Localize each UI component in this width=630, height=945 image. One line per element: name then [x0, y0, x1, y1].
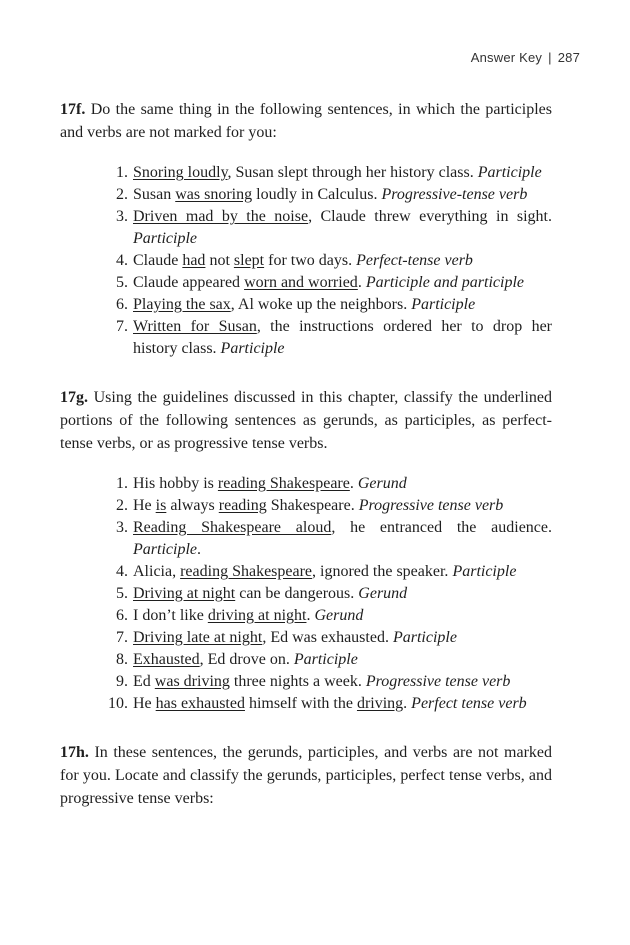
- list-item-number: 1.: [116, 164, 128, 181]
- sentence-text: Ed: [133, 673, 155, 690]
- header-section-title: Answer Key: [470, 50, 543, 65]
- underlined-phrase: Driven mad by the noise: [133, 208, 309, 225]
- sentence-text: can be dangerous.: [235, 585, 359, 602]
- answer-label: Gerund: [314, 607, 364, 624]
- list-item-number: 1.: [116, 475, 128, 492]
- sentence-text: , Ed drove on.: [199, 651, 294, 668]
- list-item-number: 9.: [116, 673, 128, 690]
- header-separator: |: [548, 50, 552, 65]
- list-item-number: 7.: [116, 629, 128, 646]
- sentence-text: His hobby is: [133, 475, 218, 492]
- sentence-text: , Ed was exhausted.: [262, 629, 393, 646]
- list-item: [60, 517, 552, 561]
- list-item-number: 5.: [116, 585, 128, 602]
- running-header: [471, 50, 580, 65]
- list-item-number: 6.: [116, 607, 128, 624]
- list-item: [60, 583, 552, 605]
- list-item-number: 3.: [116, 519, 128, 536]
- list-item: [60, 627, 552, 649]
- exercise-number: 17g.: [60, 389, 88, 406]
- exercise-instructions: Do the same thing in the following sentences, in which the participles and verbs are not marked for you:: [60, 101, 552, 141]
- list-item: [60, 495, 552, 517]
- sentence-text: He: [133, 497, 156, 514]
- exercise-17f-intro: [60, 98, 552, 144]
- sentence-text: I don’t like: [133, 607, 208, 624]
- exercise-number: 17h.: [60, 744, 89, 761]
- sentence-text: , Susan slept through her history class.: [227, 164, 478, 181]
- sentence-text: , the instructions ordered her to drop her history class.: [133, 318, 553, 357]
- sentence-text: Claude appeared: [133, 274, 245, 291]
- sentence-text: .: [196, 541, 201, 558]
- underlined-phrase: is: [155, 497, 167, 514]
- answer-label: Participle: [293, 651, 358, 668]
- sentence-text: Susan: [133, 186, 176, 203]
- header-page-number: 287: [557, 50, 580, 65]
- underlined-phrase: Written for Susan: [133, 318, 257, 335]
- sentence-text: loudly in Calculus.: [252, 186, 382, 203]
- sentence-text: Claude: [133, 252, 183, 269]
- list-item: [60, 294, 552, 316]
- exercise-instructions: Using the guidelines discussed in this chapter, classify the underlined portions of the following sentences as gerunds, as participles, as perfect-tense verbs, or as progressive tense verbs.: [60, 389, 552, 452]
- sentence-text: .: [349, 475, 358, 492]
- underlined-phrase: Driving at night: [133, 585, 236, 602]
- sentence-text: , ignored the speaker.: [312, 563, 453, 580]
- list-item-number: 2.: [116, 186, 128, 203]
- list-item-number: 4.: [116, 252, 128, 269]
- answer-label: Participle: [133, 541, 197, 558]
- sentence-text: Shakespeare.: [266, 497, 359, 514]
- underlined-phrase: was driving: [154, 673, 230, 690]
- sentence-text: , Al woke up the neighbors.: [230, 296, 412, 313]
- list-item: [60, 649, 552, 671]
- list-item: [60, 473, 552, 495]
- exercise-17f-list: [60, 162, 552, 360]
- exercise-17h-intro: [60, 741, 552, 810]
- answer-label: Participle: [220, 340, 285, 357]
- underlined-phrase: reading Shakespeare: [180, 563, 313, 580]
- list-item-number: 7.: [116, 318, 128, 335]
- list-item: [60, 561, 552, 583]
- underlined-phrase: reading Shakespeare: [217, 475, 350, 492]
- list-item: [60, 605, 552, 627]
- page-content: [60, 98, 552, 810]
- sentence-text: .: [403, 695, 412, 712]
- list-item: [60, 250, 552, 272]
- underlined-phrase: driving: [356, 695, 404, 712]
- exercise-number: 17f.: [60, 101, 86, 118]
- underlined-phrase: Reading Shakespeare aloud: [133, 519, 332, 536]
- sentence-text: He: [133, 695, 156, 712]
- underlined-phrase: reading: [218, 497, 267, 514]
- list-item: [60, 272, 552, 294]
- underlined-phrase: was snoring: [175, 186, 253, 203]
- list-item-number: 3.: [116, 208, 128, 225]
- underlined-phrase: has exhausted: [155, 695, 245, 712]
- list-item: [60, 184, 552, 206]
- underlined-phrase: had: [182, 252, 206, 269]
- underlined-phrase: driving at night: [207, 607, 307, 624]
- answer-label: Gerund: [358, 585, 408, 602]
- sentence-text: for two days.: [264, 252, 357, 269]
- list-item: [60, 162, 552, 184]
- answer-label: Perfect-tense verb: [356, 252, 473, 269]
- answer-label: Participle and participle: [365, 274, 525, 291]
- answer-label: Participle: [411, 296, 476, 313]
- sentence-text: three nights a week.: [229, 673, 366, 690]
- sentence-text: not: [205, 252, 234, 269]
- sentence-text: .: [306, 607, 315, 624]
- list-item-number: 8.: [116, 651, 128, 668]
- answer-label: Gerund: [357, 475, 407, 492]
- sentence-text: Alicia,: [133, 563, 181, 580]
- list-item-number: 4.: [116, 563, 128, 580]
- answer-label: Perfect tense verb: [411, 695, 527, 712]
- list-item: [60, 316, 552, 360]
- list-item-number: 2.: [116, 497, 128, 514]
- underlined-phrase: slept: [233, 252, 265, 269]
- underlined-phrase: Snoring loudly: [133, 164, 228, 181]
- answer-label: Participle: [452, 563, 517, 580]
- answer-label: Progressive tense verb: [365, 673, 511, 690]
- sentence-text: himself with the: [244, 695, 357, 712]
- sentence-text: .: [357, 274, 366, 291]
- answer-label: Progressive tense verb: [358, 497, 504, 514]
- underlined-phrase: Playing the sax: [133, 296, 231, 313]
- exercise-17g-list: [60, 473, 552, 715]
- answer-label: Participle: [477, 164, 542, 181]
- answer-label: Participle: [392, 629, 457, 646]
- underlined-phrase: Driving late at night: [133, 629, 263, 646]
- list-item: [60, 693, 552, 715]
- underlined-phrase: worn and worried: [244, 274, 358, 291]
- answer-label: Progressive-tense verb: [381, 186, 528, 203]
- exercise-instructions: In these sentences, the gerunds, participles, and verbs are not marked for you. Locate and classify the gerunds, participles, perfect tense verbs, and progressive tense verbs:: [60, 744, 552, 807]
- list-item-number: 10.: [108, 695, 128, 712]
- sentence-text: always: [166, 497, 219, 514]
- underlined-phrase: Exhausted: [133, 651, 200, 668]
- sentence-text: , he entranced the audience.: [331, 519, 552, 536]
- list-item: [60, 671, 552, 693]
- exercise-17g-intro: [60, 386, 552, 455]
- list-item-number: 6.: [116, 296, 128, 313]
- list-item: [60, 206, 552, 250]
- list-item-number: 5.: [116, 274, 128, 291]
- sentence-text: , Claude threw everything in sight.: [308, 208, 553, 225]
- answer-label: Participle: [133, 230, 197, 247]
